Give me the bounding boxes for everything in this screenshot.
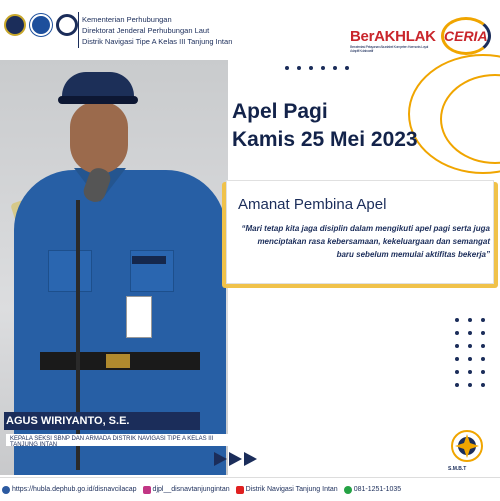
footer-website[interactable] [2,486,137,494]
organization-name [82,14,232,47]
photo-buckle [106,354,130,368]
org-line-1: Kementerian Perhubungan [82,15,172,24]
ceria-logo: CERIA [444,28,488,44]
page-title [232,98,418,154]
header-logos [4,14,78,36]
smbt-label: S.M.B.T [448,466,467,472]
photo-face [70,102,128,174]
photo-id-card [126,296,152,338]
whatsapp-icon [344,486,352,494]
photo-cap-visor [58,96,138,104]
amanat-quote: “Mari tetap kita jaga disiplin dalam mengikuti apel pagi serta juga menciptakan rasa kebersamaan, kekeluargaan dan semangat baru sebelum memulai aktifitas bekerja” [241,224,490,259]
speaker-name: AGUS WIRIYANTO, S.E. [6,415,130,427]
footer [0,477,500,501]
decor-dot-grid [455,318,485,387]
speaker-role: KEPALA SEKSI SBNP DAN ARMADA DISTRIK NAVIGASI TIPE A KELAS III TANJUNG INTAN [6,434,236,446]
disnav-logo [56,14,78,36]
footer-instagram-text: djpl__disnavtanjungintan [152,486,230,493]
arrow-icon [214,452,227,466]
hubla-logo [30,14,52,36]
amanat-heading: Amanat Pembina Apel [238,196,387,213]
org-line-2: Direktorat Jenderal Perhubungan Laut [82,26,210,35]
footer-phone-text: 081-1251-1035 [353,486,402,493]
footer-instagram[interactable] [143,486,230,494]
photo-pocket-left [48,250,92,292]
arrow-icon [229,452,242,466]
berakhlak-text: BerAKHLAK [350,28,436,45]
footer-whatsapp[interactable] [344,486,402,494]
title-line-1: Apel Pagi [232,100,328,123]
decor-dots [285,66,349,70]
decor-arrows [214,452,257,466]
arrow-icon [244,452,257,466]
footer-youtube-text: Distrik Navigasi Tanjung Intan [245,486,338,493]
footer-website-text: https://hubla.dephub.go.id/disnavcilacap [12,486,137,493]
globe-icon [2,486,10,494]
ministry-logo [4,14,26,36]
org-line-3: Distrik Navigasi Tipe A Kelas III Tanjung Intan [82,37,233,46]
berakhlak-logo [350,28,436,53]
smbt-logo [446,428,488,468]
youtube-icon [236,486,244,494]
title-line-2: Kamis 25 Mei 2023 [232,128,418,151]
instagram-icon [143,486,151,494]
berakhlak-subtext: Berorientasi Pelayanan Akuntabel Kompeten Harmonis Loyal Adaptif Kolaboratif [350,45,428,53]
photo-nametag [132,256,166,264]
header-divider [78,12,79,48]
footer-youtube[interactable] [236,486,338,494]
